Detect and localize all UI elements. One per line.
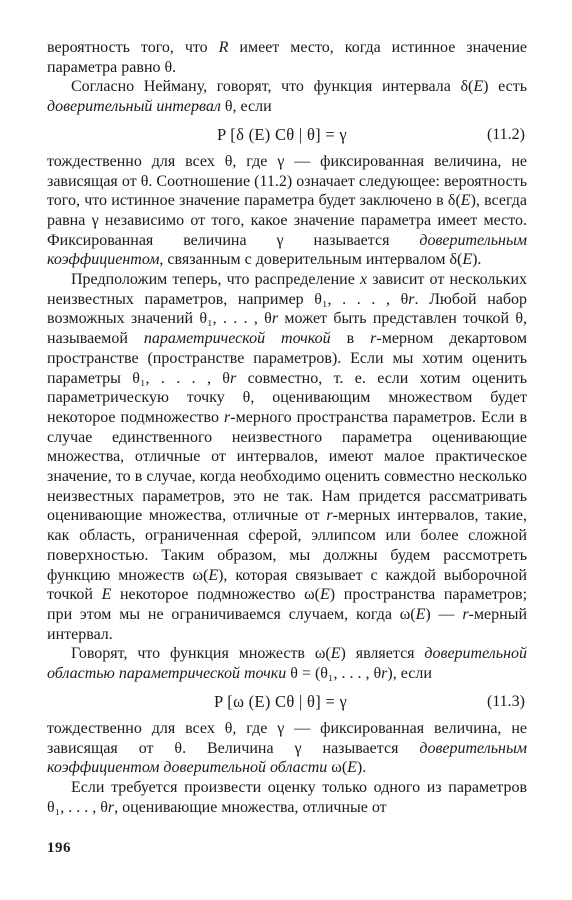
page-number: 196 bbox=[47, 840, 71, 856]
text-run: совместно, т. е. если хотим оценить параметрическую точку θ, оценивающим множеством будет некоторое подмножество bbox=[47, 369, 531, 426]
italic-text-run: E bbox=[208, 566, 219, 584]
text-run: в bbox=[330, 330, 371, 348]
equation-formula: P [δ (E) Cθ | θ] = γ bbox=[217, 124, 347, 144]
text-run: ) пространства параметров; при этом мы не ограничиваемся случаем, когда ω( bbox=[47, 586, 532, 623]
paragraph-p7 bbox=[47, 778, 531, 817]
text-run: -мерных интервалов, такие, как область, ограниченная сферой, эллипсом или более сложной поверхностью. Таким образом, мы должны будем рассмотреть функцию множеств ω( bbox=[47, 507, 531, 584]
italic-text-run: параметрической точкой bbox=[143, 330, 331, 348]
italic-text-run: доверительным коэффициентом bbox=[47, 231, 531, 269]
paragraph-p5 bbox=[47, 644, 531, 683]
text-run: ω( bbox=[327, 759, 348, 777]
text-run: Говорят, что функция множеств ω( bbox=[71, 645, 331, 663]
text-run: ) является bbox=[340, 645, 425, 663]
text-block-bottom bbox=[47, 719, 531, 818]
equation-11-3 bbox=[47, 688, 527, 716]
text-block-middle bbox=[47, 152, 532, 684]
text-run: зависит от нескольких неизвестных параметров, например θ₁, . . . , θ bbox=[47, 271, 532, 308]
italic-text-run: r bbox=[229, 369, 237, 387]
italic-text-run: E bbox=[101, 586, 112, 604]
text-run: -мерный интервал. bbox=[47, 605, 532, 643]
text-run: ), всегда равна γ независимо от того, какое значение параметра имеет место. Фиксированная величина γ называется bbox=[47, 192, 532, 249]
italic-text-run: E bbox=[320, 586, 330, 604]
italic-text-run: x bbox=[359, 271, 368, 289]
text-run: ), которая связывает с каждой выборочной точкой bbox=[47, 566, 531, 604]
text-run: , оценивающие множества, отличные от bbox=[114, 798, 387, 816]
paragraph-p1 bbox=[47, 38, 532, 77]
text-run: θ, если bbox=[220, 98, 272, 116]
equation-formula: P [ω (E) Cθ | θ] = γ bbox=[214, 691, 348, 711]
italic-text-run: E bbox=[462, 251, 473, 269]
italic-text-run: r bbox=[224, 408, 231, 426]
italic-text-run: E bbox=[460, 192, 471, 210]
italic-text-run: E bbox=[347, 759, 357, 777]
italic-text-run: r bbox=[408, 290, 415, 308]
book-page bbox=[47, 38, 532, 817]
text-run: -мерного пространства параметров. Если в случае единственного неизвестного параметра оценивающие множества, отличные от интервалов, имеют малое практическое значение, то в случае, когда необходимо оценить совместно несколько неизвестных параметров, это не так. Нам придется рассматривать оценивающие множества, отличные от bbox=[47, 408, 531, 525]
italic-text-run: r bbox=[462, 605, 469, 623]
paragraph-p3 bbox=[47, 152, 532, 270]
equation-number: (11.3) bbox=[486, 692, 525, 710]
paragraph-p4 bbox=[47, 270, 532, 644]
text-run: , связанным с доверительным интервалом δ( bbox=[159, 251, 463, 269]
italic-text-run: r bbox=[271, 310, 279, 328]
paragraph-p6 bbox=[47, 719, 531, 778]
text-run: тождественно для всех θ, где γ — фиксированная величина, не зависящая от θ. Соотношение (11.2) означает следующее: вероятность того, что истинное значение параметра будет заключено в δ( bbox=[47, 152, 531, 210]
italic-text-run: E bbox=[330, 645, 341, 663]
text-run: ), если bbox=[387, 665, 432, 683]
text-run: тождественно для всех θ, где γ — фиксированная величина, не зависящая от θ. Величина γ называется bbox=[47, 719, 531, 757]
italic-text-run: доверительный интервал bbox=[47, 98, 221, 116]
italic-text-run: r bbox=[370, 330, 377, 348]
text-run: Согласно Нейману, говорят, что функция интервала δ( bbox=[71, 78, 474, 96]
text-run: Если требуется произвести оценку только одного из параметров θ₁, . . . , θ bbox=[47, 778, 531, 816]
text-run: имеет место, когда истинное значение параметра равно θ. bbox=[47, 39, 532, 76]
italic-text-run: доверительной областью параметрической точки bbox=[47, 645, 531, 683]
text-run: Предположим теперь, что распределение bbox=[71, 271, 360, 289]
text-run: ). bbox=[356, 759, 367, 777]
equation-number: (11.2) bbox=[486, 125, 525, 143]
text-run: ). bbox=[472, 251, 482, 269]
text-run: вероятность того, что bbox=[47, 39, 219, 56]
italic-text-run: доверительным коэффициентом доверительной области bbox=[47, 739, 531, 777]
text-run: θ = (θ₁, . . . , θ bbox=[286, 665, 382, 683]
italic-text-run: r bbox=[107, 798, 115, 816]
text-run: ) — bbox=[425, 605, 463, 623]
text-run: . Любой набор возможных значений θ₁, . . . , θ bbox=[47, 290, 531, 328]
italic-text-run: R bbox=[218, 39, 229, 56]
text-run: может быть представлен точкой θ, называемой bbox=[47, 310, 532, 348]
text-run: -мерном декартовом пространстве (пространстве параметров). Если мы хотим оценить параметры θ₁, . . . , θ bbox=[47, 330, 531, 387]
italic-text-run: r bbox=[326, 507, 333, 525]
italic-text-run: E bbox=[415, 605, 426, 623]
text-run: ) есть bbox=[483, 78, 532, 96]
text-block-top bbox=[47, 38, 532, 117]
paragraph-p2 bbox=[47, 77, 532, 116]
italic-text-run: E bbox=[473, 78, 484, 96]
italic-text-run: r bbox=[381, 665, 388, 683]
equation-11-2 bbox=[47, 121, 527, 149]
text-run: некоторое подмножество ω( bbox=[111, 586, 321, 604]
